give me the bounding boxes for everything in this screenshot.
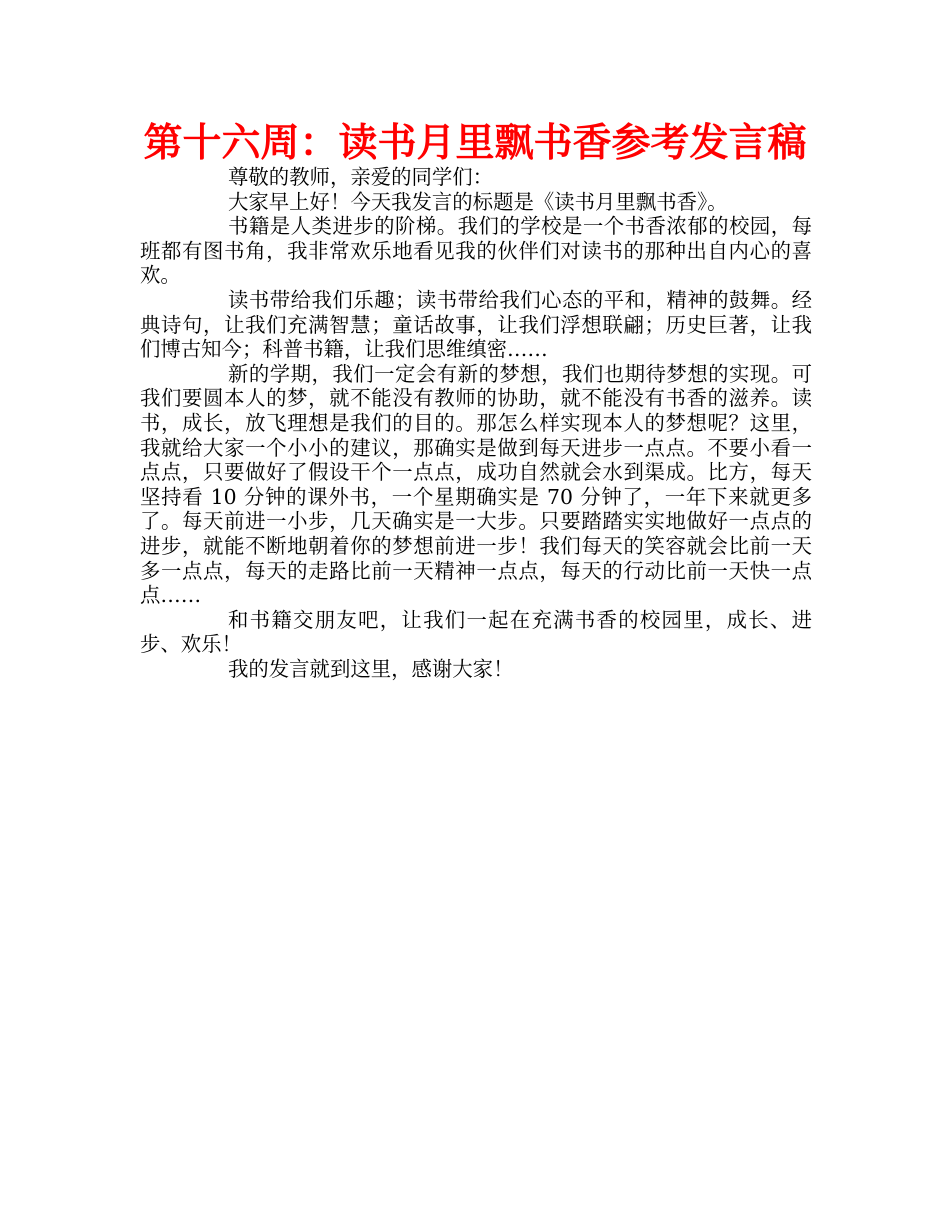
closing-paragraph: 我的发言就到这里，感谢大家！ (228, 656, 514, 681)
document-title: 第十六周：读书月里飘书香参考发言稿 (143, 121, 807, 166)
document-body (140, 165, 812, 681)
greeting-paragraph: 大家早上好！今天我发言的标题是《读书月里飘书香》。 (228, 189, 728, 214)
body-paragraph: 新的学期，我们一定会有新的梦想，我们也期待梦想的实现。可我们要圆本人的梦，就不能没有教师的协助，就不能没有书香的滋养。读书，成长，放飞理想是我们的目的。那怎么样实现本人的梦想呢？这里，我就给大家一个小小的建议，那确实是做到每天进步一点点。不要小看一点点，只要做好了假设干个一点点，成功自然就会水到渠成。比方，每天坚持看 10 分钟的课外书，一个星期确实是 70 分钟了，一年下来就更多了。每天前进一小步，几天确实是一大步。只要踏踏实实地做好一点点的进步，就能不断地朝着你的梦想前进一步！我们每天的笑容就会比前一天多一点点，每天的走路比前一天精神一点点，每天的行动比前一天快一点点…… (140, 361, 812, 608)
body-paragraph: 读书带给我们乐趣；读书带给我们心态的平和，精神的鼓舞。经典诗句，让我们充满智慧；童话故事，让我们浮想联翩；历史巨著，让我们博古知今；科普书籍，让我们思维缜密…… (140, 287, 812, 362)
body-paragraph: 和书籍交朋友吧，让我们一起在充满书香的校园里，成长、进步、欢乐！ (140, 607, 812, 657)
body-paragraph: 书籍是人类进步的阶梯。我们的学校是一个书香浓郁的校园，每班都有图书角，我非常欢乐地看见我的伙伴们对读书的那种出自内心的喜欢。 (140, 214, 812, 288)
salutation-paragraph: 尊敬的教师，亲爱的同学们： (228, 165, 494, 189)
